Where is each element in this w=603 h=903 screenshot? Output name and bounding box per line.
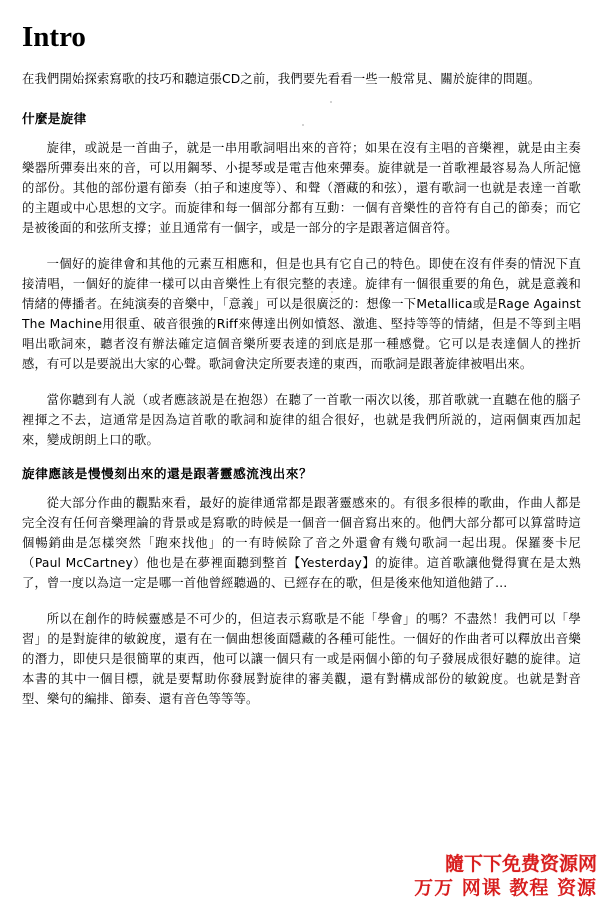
scan-speck — [302, 124, 304, 126]
paragraph: 旋律，或説是一首曲子，就是一串用歌詞唱出來的音符；如果在沒有主唱的音樂裡，就是由主奏樂器所彈奏出來的音，可以用鋼琴、小提琴或是電吉他來彈奏。旋律就是一首歌裡最容易為人所記憶的部份。其他的部份還有節奏（拍子和速度等）、和聲（潛藏的和弦），還有歌詞一也就是表達一首歌的主題或中心思想的文字。而旋律和每一個部分都有互動：一個有音樂性的音符有自己的節奏；而它是被後面的和弦所支撐；並且通常有一個字，或是一部分的字是跟著這個音符。 — [22, 140, 581, 235]
paragraph: 從大部分作曲的觀點來看，最好的旋律通常都是跟著靈感來的。有很多很棒的歌曲，作曲人都是完全沒有任何音樂理論的背景或是寫歌的時候是一個音一個音寫出來的。他們大部分都可以算當時這個暢銷曲是怎樣突然「跑來找他」的一有時候除了音之外還會有幾句歌詞一起出現。保羅麥卡尼（Paul McCartney）他也是在夢裡面聽到整首【Yesterday】的旋律。這首歌讓他覺得實在是太熟了，曾一度以為這一定是哪一首他曾經聽過的、已經存在的歌，但是後來他知道他錯了… — [22, 496, 581, 591]
watermark-line-2: 万万 网课 教程 资源 — [414, 876, 597, 899]
scan-speck — [331, 291, 333, 293]
paragraph: 一個好的旋律會和其他的元素互相應和，但是也具有它自己的特色。即使在沒有伴奏的情況下直接清唱，一個好的旋律一樣可以由音樂性上有很完整的表達。旋律有一個很重要的角色，就是意義和情緒的傳播者。在純演奏的音樂中，「意義」可以是很廣泛的：想像一下Metallica或是Rage Against The Machine用很重、破音很強的Riff來傳達出例如憤怒、激進、堅持等等的情緒，但是不等到主唱唱出歌詞來，聽者沒有辦法確定這個音樂所要表達的到底是那一種感覺。它可以是表達個人的挫折感，有可以是要説出大家的心聲。歌詞會決定所要表達的東西，而歌詞是跟著旋律被唱出來。 — [22, 256, 581, 371]
watermark — [414, 853, 597, 899]
scan-speck — [330, 101, 332, 103]
section-heading: 旋律應該是慢慢刻出來的還是跟著靈感流洩出來？ — [22, 466, 313, 482]
section-carved-or-inspired — [22, 465, 581, 709]
paragraph: 所以在創作的時候靈感是不可少的，但這表示寫歌是不能「學會」的嗎？不盡然！我們可以「學習」的是對旋律的敏銳度，還有在一個曲想後面隱藏的各種可能性。一個好的作曲者可以釋放出音樂的潛力，即使只是很簡單的東西，他可以讓一個只有一或是兩個小節的句子發展成很好聽的旋律。這本書的其中一個目標，就是要幫助你發展對旋律的審美觀，還有對構成部份的敏銳度。也就是對音型、樂句的編排、節奏、還有音色等等等。 — [22, 612, 581, 707]
page-title: Intro — [22, 21, 86, 53]
lead-paragraph: 在我們開始探索寫歌的技巧和聽這張CD之前，我們要先看看一些一般常見、關於旋律的問題。 — [22, 71, 541, 86]
section-what-is-melody — [22, 110, 581, 450]
section-heading: 什麼是旋律 — [22, 110, 87, 126]
watermark-line-1: 隨下下免费资源网 — [444, 853, 597, 876]
paragraph: 當你聽到有人説（或者應該説是在抱怨）在聽了一首歌一兩次以後，那首歌就一直聽在他的腦子裡揮之不去，這通常是因為這首歌的歌詞和旋律的組合很好，也就是我們所説的，這兩個東西加起來，變成朗朗上口的歌。 — [22, 393, 581, 448]
